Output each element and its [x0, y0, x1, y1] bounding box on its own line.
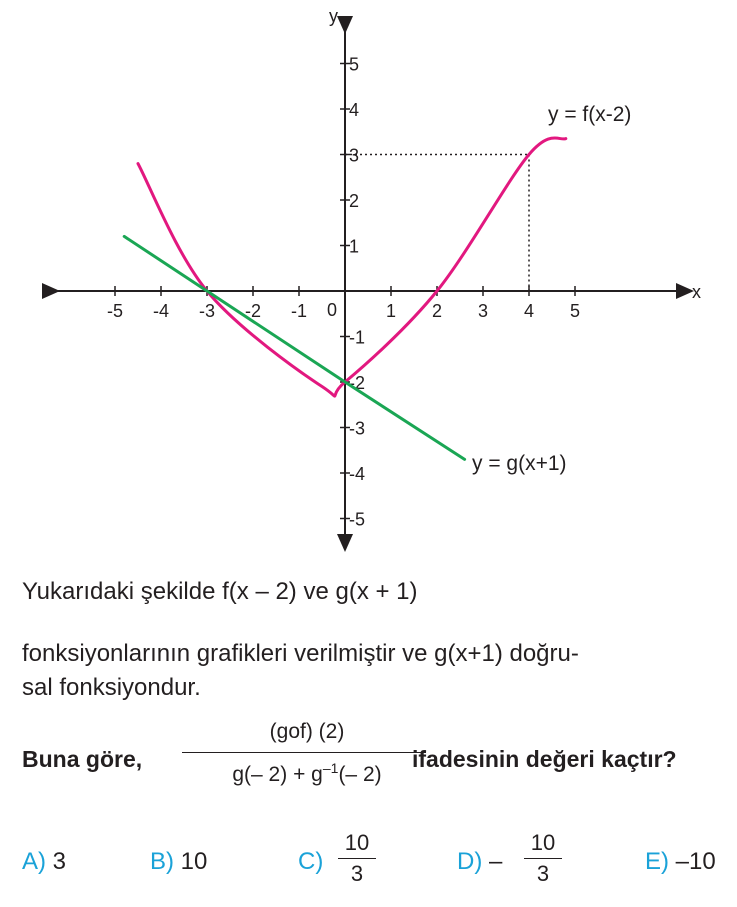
- intro-line-3: sal fonksiyondur.: [22, 674, 201, 701]
- choice-a-letter: A): [22, 848, 46, 875]
- x-tick-label: -1: [290, 301, 308, 321]
- den-part-b: (– 2): [338, 763, 382, 786]
- y-tick-label: 1: [349, 236, 360, 257]
- x-tick-label: -5: [106, 301, 124, 321]
- choice-e[interactable]: [645, 848, 716, 876]
- x-tick-label: 4: [523, 301, 535, 321]
- origin-label: 0: [327, 300, 338, 320]
- den-part-a: g(– 2) + g: [232, 763, 323, 786]
- choice-b-value: 10: [180, 848, 208, 875]
- intro-line-1: Yukarıdaki şekilde f(x – 2) ve g(x + 1): [22, 578, 418, 605]
- choice-b[interactable]: [150, 848, 207, 876]
- question-start: Buna göre,: [22, 746, 143, 772]
- y-tick-label: 2: [349, 191, 360, 211]
- choice-e-value: –10: [675, 848, 716, 875]
- y-tick-label: -2: [349, 373, 366, 393]
- choice-a-value: 3: [52, 848, 67, 875]
- f-curve-label: y = f(x-2): [548, 103, 632, 126]
- choice-d-fraction: [524, 830, 562, 887]
- choice-d[interactable]: [457, 848, 502, 876]
- den-inverse-sup: –1: [322, 760, 339, 776]
- choice-d-num: 10: [530, 830, 556, 855]
- y-tick-label: -5: [349, 509, 366, 530]
- y-tick-label: -1: [349, 327, 366, 348]
- fraction-denominator: [182, 760, 432, 787]
- choice-c[interactable]: [298, 848, 323, 876]
- question: [22, 720, 737, 804]
- g-line: [124, 236, 464, 459]
- g-line-label: y = g(x+1): [472, 452, 567, 475]
- y-tick-label: -3: [349, 418, 366, 439]
- x-axis-label: x: [692, 282, 701, 302]
- choice-e-letter: E): [645, 848, 669, 875]
- x-tick-label: 5: [569, 301, 581, 321]
- y-axis-label: y: [329, 6, 338, 26]
- choice-c-num: 10: [344, 830, 370, 855]
- y-tick-label: 4: [349, 100, 360, 120]
- x-tick-label: -2: [244, 301, 262, 321]
- f-curve: [138, 138, 566, 396]
- y-tick-label: 3: [349, 145, 360, 166]
- fraction-bar: [182, 752, 426, 753]
- choice-c-fraction: [338, 830, 376, 887]
- y-tick-label: -4: [349, 464, 366, 484]
- choice-c-letter: C): [298, 848, 324, 875]
- choice-c-den: 3: [350, 861, 364, 886]
- choice-d-den: 3: [536, 861, 550, 886]
- x-tick-label: 3: [477, 301, 489, 321]
- x-tick-label: -3: [198, 301, 216, 321]
- choice-d-sign: –: [489, 848, 503, 875]
- choice-d-letter: D): [457, 848, 483, 875]
- intro-line-2: fonksiyonlarının grafikleri verilmiştir ve g(x+1) doğru-: [22, 640, 579, 667]
- choice-b-letter: B): [150, 848, 174, 875]
- fraction-numerator: (gof) (2): [269, 720, 345, 743]
- x-tick-label: 2: [431, 301, 443, 321]
- question-end: ifadesinin değeri kaçtır?: [412, 746, 677, 772]
- y-tick-label: 5: [349, 54, 360, 75]
- x-tick-label: 1: [385, 301, 397, 321]
- choice-a[interactable]: [22, 848, 66, 876]
- x-tick-label: -4: [152, 301, 170, 321]
